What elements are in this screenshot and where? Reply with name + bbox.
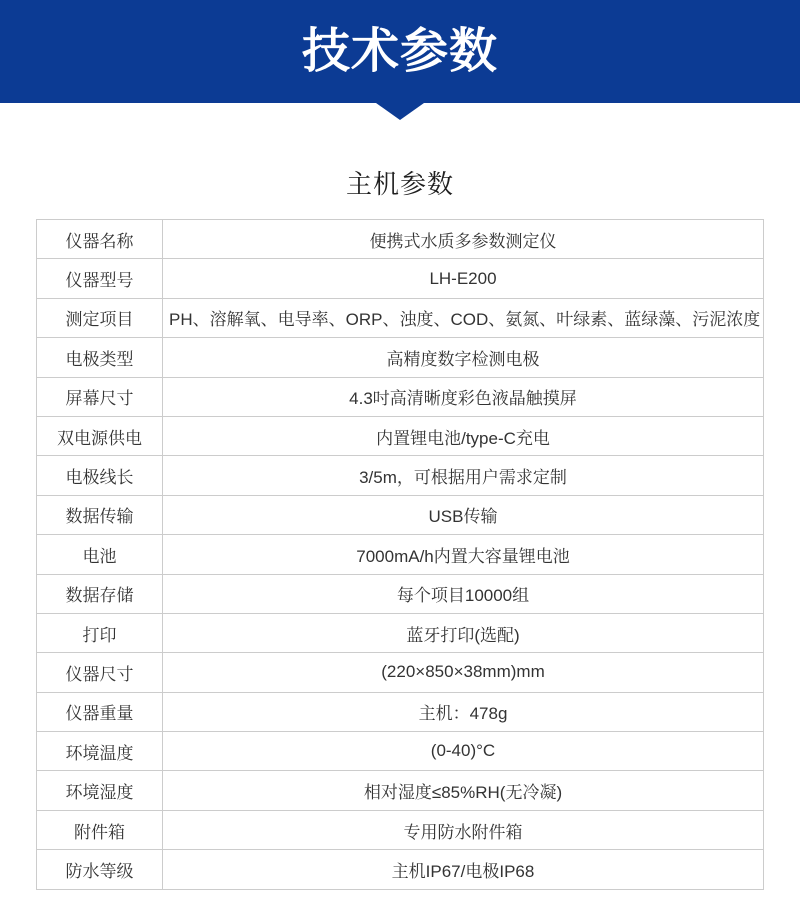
spec-label: 打印 — [37, 613, 163, 652]
table-row — [37, 416, 764, 455]
table-row — [37, 771, 764, 810]
spec-table-body — [37, 220, 764, 890]
table-row — [37, 259, 764, 298]
chevron-down-icon — [376, 103, 424, 120]
table-row — [37, 495, 764, 534]
spec-label: 仪器重量 — [37, 692, 163, 731]
table-row — [37, 220, 764, 259]
spec-value: LH-E200 — [163, 259, 764, 298]
table-row — [37, 810, 764, 849]
table-row — [37, 574, 764, 613]
banner — [0, 0, 800, 103]
spec-label: 环境湿度 — [37, 771, 163, 810]
table-row — [37, 338, 764, 377]
spec-value: (220×850×38mm)mm — [163, 653, 764, 692]
spec-value: 高精度数字检测电极 — [163, 338, 764, 377]
spec-label: 屏幕尺寸 — [37, 377, 163, 416]
table-row — [37, 653, 764, 692]
banner-pointer-wrap — [0, 103, 800, 120]
spec-value: 内置锂电池/type-C充电 — [163, 416, 764, 455]
spec-value: 相对湿度≤85%RH(无冷凝) — [163, 771, 764, 810]
table-row — [37, 298, 764, 337]
spec-value: 7000mA/h内置大容量锂电池 — [163, 535, 764, 574]
table-row — [37, 732, 764, 771]
spec-label: 仪器型号 — [37, 259, 163, 298]
table-row — [37, 850, 764, 889]
spec-value: 专用防水附件箱 — [163, 810, 764, 849]
spec-value: 3/5m，可根据用户需求定制 — [163, 456, 764, 495]
spec-value: (0-40)°C — [163, 732, 764, 771]
spec-label: 附件箱 — [37, 810, 163, 849]
spec-label: 仪器名称 — [37, 220, 163, 259]
spec-label: 双电源供电 — [37, 416, 163, 455]
spec-label: 电极线长 — [37, 456, 163, 495]
spec-label: 测定项目 — [37, 298, 163, 337]
table-row — [37, 613, 764, 652]
spec-label: 仪器尺寸 — [37, 653, 163, 692]
spec-label: 电极类型 — [37, 338, 163, 377]
page-title: 技术参数 — [301, 24, 498, 78]
spec-value: PH、溶解氧、电导率、ORP、浊度、COD、氨氮、叶绿素、蓝绿藻、污泥浓度 — [163, 298, 764, 337]
spec-label: 防水等级 — [37, 850, 163, 889]
spec-value: 主机：478g — [163, 692, 764, 731]
section-title: 主机参数 — [345, 169, 454, 199]
spec-value: 蓝牙打印(选配) — [163, 613, 764, 652]
spec-value: 主机IP67/电极IP68 — [163, 850, 764, 889]
spec-value: 4.3吋高清晰度彩色液晶触摸屏 — [163, 377, 764, 416]
spec-value: 每个项目10000组 — [163, 574, 764, 613]
table-row — [37, 692, 764, 731]
spec-label: 数据传输 — [37, 495, 163, 534]
spec-value: 便携式水质多参数测定仪 — [163, 220, 764, 259]
spec-label: 数据存储 — [37, 574, 163, 613]
table-row — [37, 535, 764, 574]
table-row — [37, 377, 764, 416]
spec-value: USB传输 — [163, 495, 764, 534]
spec-label: 电池 — [37, 535, 163, 574]
spec-label: 环境温度 — [37, 732, 163, 771]
spec-table — [36, 219, 764, 890]
table-row — [37, 456, 764, 495]
